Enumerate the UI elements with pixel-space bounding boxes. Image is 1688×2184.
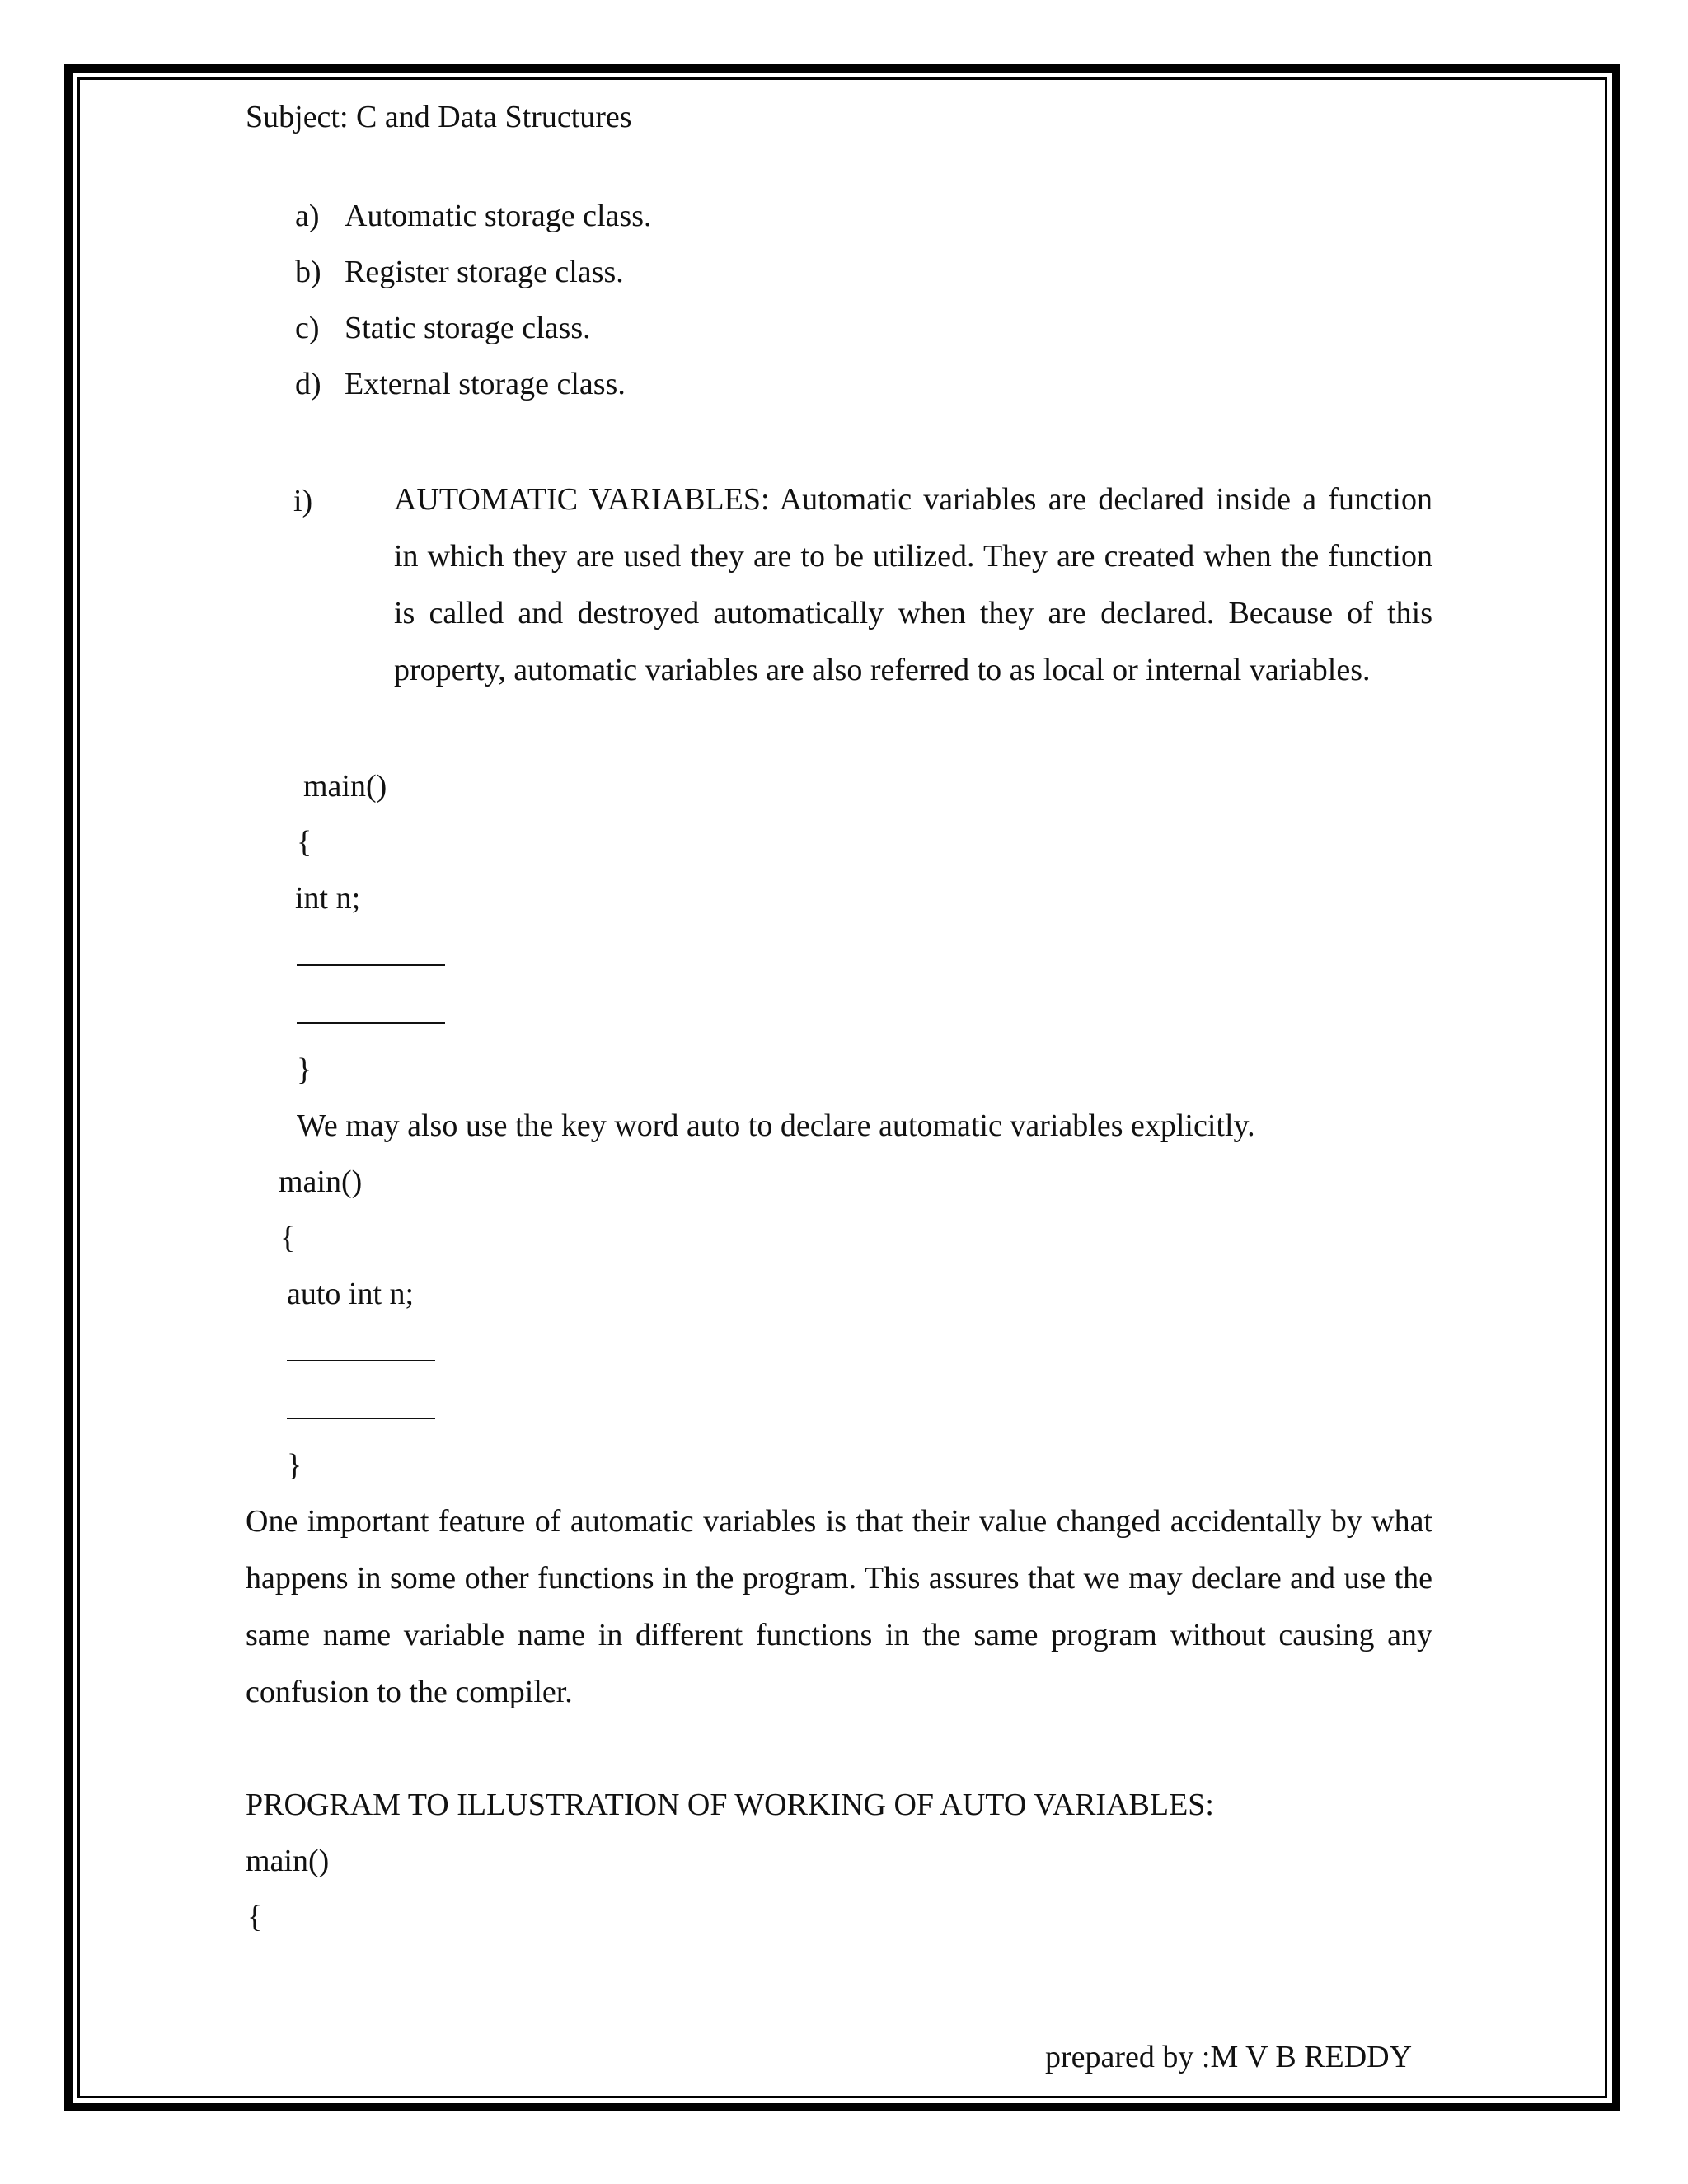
- program-title: PROGRAM TO ILLUSTRATION OF WORKING OF AUTO VARIABLES:: [246, 1788, 1214, 1822]
- code2-main: main(): [279, 1165, 363, 1199]
- code2-blank-line-2: [287, 1418, 435, 1419]
- feature-paragraph: One important feature of automatic variables is that their value changed accidentally by what happens in some other functions in the program. This assures that we may declare and use the same name variable name in different functions in the same program without causing any confusion to the compiler.: [246, 1504, 1432, 1709]
- code2-close-brace: }: [287, 1448, 302, 1483]
- code1-blank-line-2: [297, 1022, 445, 1024]
- code2-open-brace: {: [280, 1221, 296, 1255]
- code1-blank-line-1: [297, 964, 445, 966]
- list-item-register: Register storage class.: [345, 255, 624, 289]
- list-marker-a: a): [295, 199, 320, 233]
- subject-heading: Subject: C and Data Structures: [246, 100, 632, 134]
- prepared-by-footer: prepared by :M V B REDDY: [1045, 2040, 1413, 2074]
- program-open-brace: {: [247, 1900, 263, 1934]
- list-marker-c: c): [295, 311, 320, 345]
- automatic-variables-paragraph: AUTOMATIC VARIABLES: Automatic variables are declared inside a function in which they are used they are to be utilized. They are created when the function is called and destroyed automatically when they are declared. Because of this property, automatic variables are also referred to as local or internal variables.: [394, 482, 1432, 687]
- code2-declaration: auto int n;: [287, 1277, 415, 1311]
- auto-keyword-note: We may also use the key word auto to declare automatic variables explicitly.: [297, 1108, 1255, 1143]
- section-marker-i: i): [293, 484, 313, 518]
- code1-open-brace: {: [297, 825, 312, 860]
- code1-main: main(): [303, 769, 387, 804]
- program-main: main(): [246, 1844, 330, 1878]
- list-marker-b: b): [295, 255, 321, 289]
- code1-declaration: int n;: [295, 881, 361, 916]
- list-item-external: External storage class.: [345, 367, 626, 401]
- code1-close-brace: }: [297, 1052, 312, 1087]
- list-item-static: Static storage class.: [345, 311, 591, 345]
- list-item-automatic: Automatic storage class.: [345, 199, 652, 233]
- code2-blank-line-1: [287, 1360, 435, 1361]
- list-marker-d: d): [295, 367, 321, 401]
